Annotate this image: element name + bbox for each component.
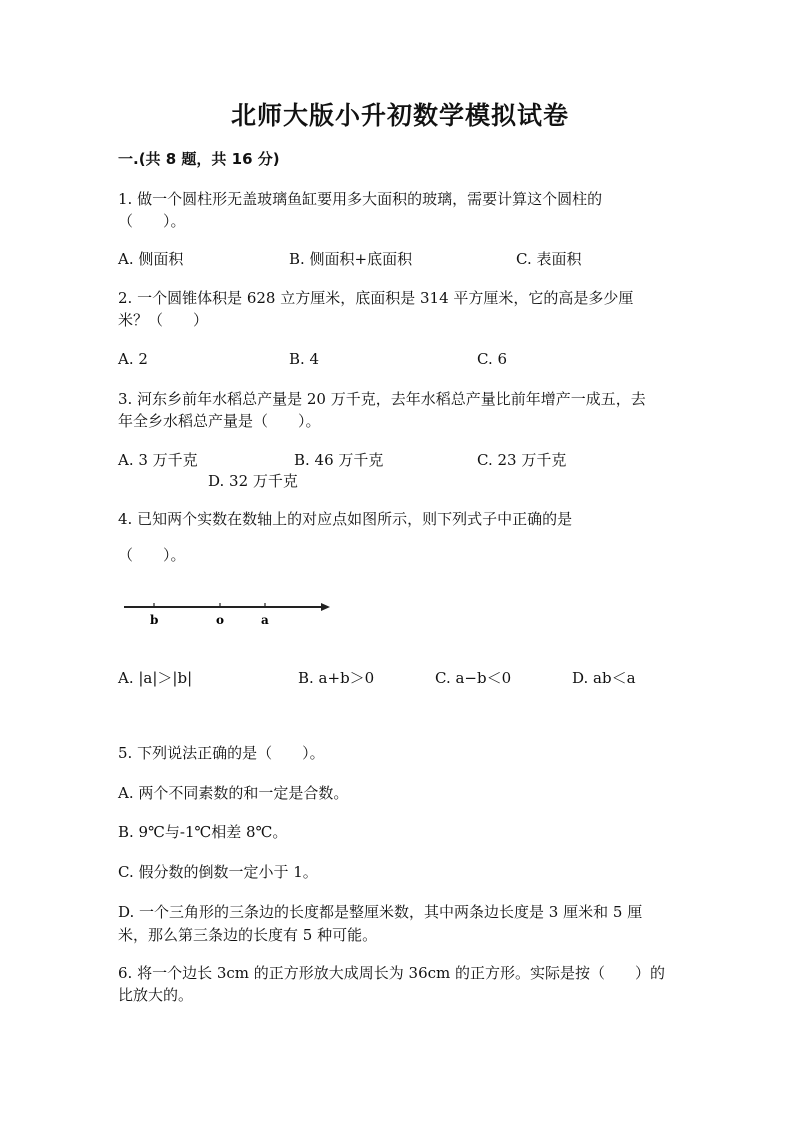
page-title: 北师大版小升初数学模拟试卷 — [230, 101, 569, 130]
question-4-line-1: 4. 已知两个实数在数轴上的对应点如图所示，则下列式子中正确的是 — [118, 510, 573, 528]
question-3-option-d: D. 32 万千克 — [208, 472, 298, 490]
question-5-option-d-line-2: 米，那么第三条边的长度有 5 种可能。 — [118, 926, 378, 944]
question-6-line-2: 比放大的。 — [118, 986, 194, 1004]
question-5-option-c: C. 假分数的倒数一定小于 1。 — [118, 863, 318, 881]
question-3-option-b: B. 46 万千克 — [294, 451, 384, 469]
number-line-figure — [118, 596, 338, 630]
question-2-option-b: B. 4 — [289, 350, 320, 368]
question-5-line-1: 5. 下列说法正确的是（ ）。 — [118, 744, 325, 762]
question-2-option-a: A. 2 — [118, 350, 148, 368]
question-3-option-a: A. 3 万千克 — [118, 451, 198, 469]
question-4-option-a: A. |a|＞|b| — [118, 669, 193, 687]
question-3-line-1: 3. 河东乡前年水稻总产量是 20 万千克，去年水稻总产量比前年增产一成五，去 — [118, 390, 646, 408]
number-line-arrow — [321, 603, 330, 611]
question-4-option-d: D. ab＜a — [572, 669, 636, 687]
question-5-option-a: A. 两个不同素数的和一定是合数。 — [118, 784, 349, 802]
question-5-option-b: B. 9℃与-1℃相差 8℃。 — [118, 823, 288, 841]
question-1-line-1: 1. 做一个圆柱形无盖玻璃鱼缸要用多大面积的玻璃，需要计算这个圆柱的 — [118, 190, 603, 208]
question-2-line-1: 2. 一个圆锥体积是 628 立方厘米，底面积是 314 平方厘米，它的高是多少厘 — [118, 289, 634, 307]
question-3-line-2: 年全乡水稻总产量是（ ）。 — [118, 412, 321, 430]
number-line-label-a: a — [261, 613, 269, 627]
number-line-label-o: o — [216, 613, 225, 627]
question-4-option-c: C. a−b＜0 — [435, 669, 512, 687]
question-1-line-2: （ ）。 — [118, 212, 186, 230]
question-4-line-2: （ ）。 — [118, 546, 186, 564]
number-line-label-b: b — [150, 613, 159, 627]
question-1-option-b: B. 侧面积+底面积 — [289, 250, 413, 268]
question-5-option-d-line-1: D. 一个三角形的三条边的长度都是整厘米数，其中两条边长度是 3 厘米和 5 厘 — [118, 903, 643, 921]
question-1-option-c: C. 表面积 — [516, 250, 582, 268]
question-2-option-c: C. 6 — [477, 350, 508, 368]
question-1-option-a: A. 侧面积 — [118, 250, 184, 268]
question-2-line-2: 米？（ ） — [118, 311, 209, 329]
question-3-option-c: C. 23 万千克 — [477, 451, 567, 469]
question-4-option-b: B. a+b＞0 — [298, 669, 375, 687]
section-heading: 一.(共 8 题，共 16 分) — [118, 150, 280, 168]
question-6-line-1: 6. 将一个边长 3cm 的正方形放大成周长为 36cm 的正方形。实际是按（ ）的 — [118, 964, 666, 982]
